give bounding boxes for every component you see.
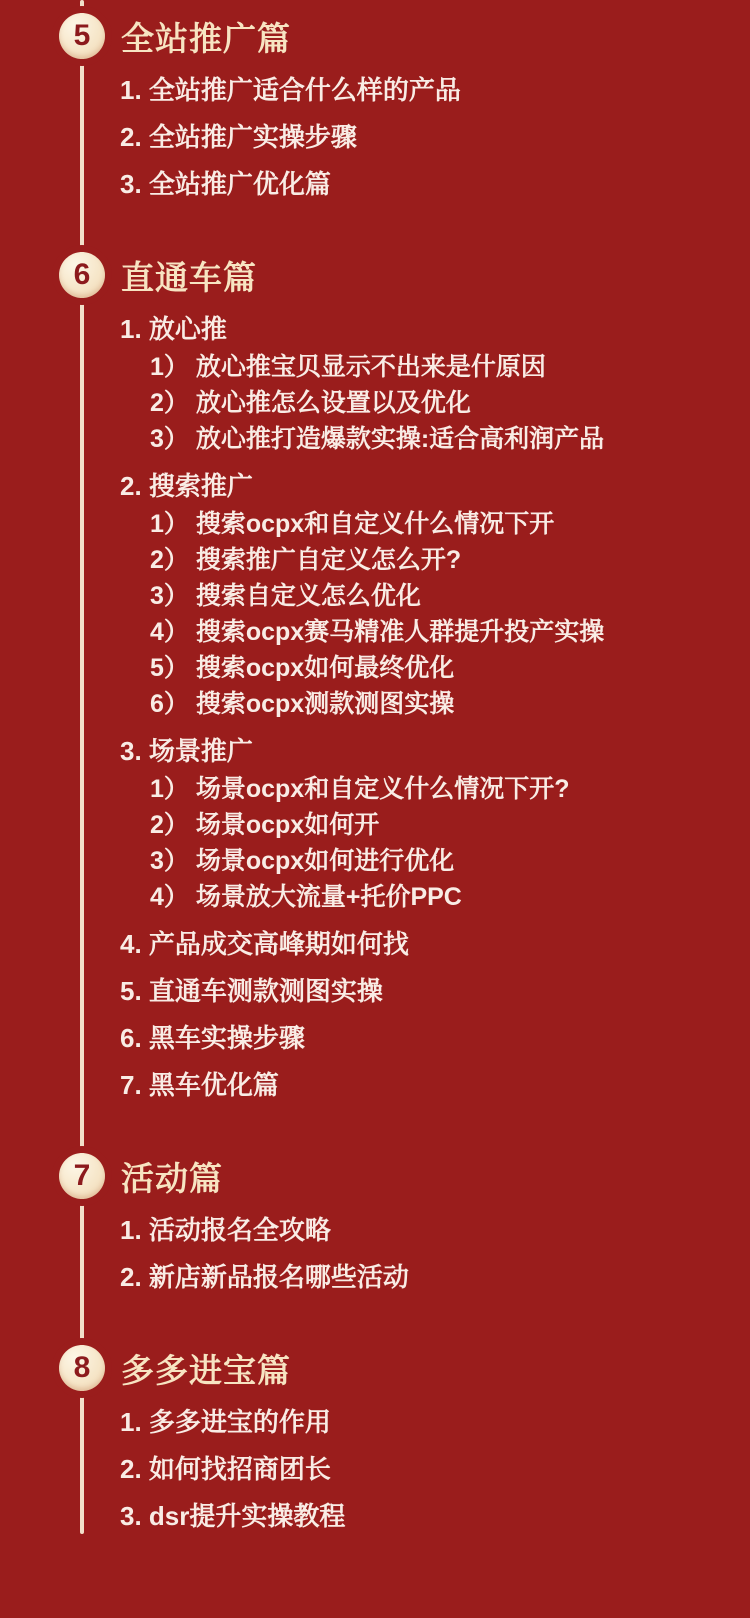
section-items (0, 75, 750, 199)
section-title: 全站推广篇 (121, 19, 291, 57)
list-item (120, 1215, 750, 1245)
sub-list (120, 353, 750, 454)
section-items (0, 1215, 750, 1292)
list-item (120, 75, 750, 105)
section-header (0, 1344, 750, 1392)
sub-list (120, 775, 750, 912)
list-item (120, 1501, 750, 1531)
list-item-text: 2. 新店新品报名哪些活动 (120, 1262, 409, 1292)
sub-list-item: 3） 放心推打造爆款实操:适合高利润产品 (150, 425, 605, 453)
list-item (120, 169, 750, 199)
sub-list-item: 4） 场景放大流量+托价PPC (150, 883, 462, 911)
sub-list-item: 1） 放心推宝贝显示不出来是什原因 (150, 353, 546, 381)
list-item (120, 1070, 750, 1100)
sub-list-item: 2） 场景ocpx如何开 (150, 811, 380, 839)
sub-list-item: 3） 搜索自定义怎么优化 (150, 582, 421, 610)
list-item-text: 7. 黑车优化篇 (120, 1070, 279, 1100)
section-header (0, 1152, 750, 1200)
list-item (120, 929, 750, 959)
list-item-text: 5. 直通车测款测图实操 (120, 976, 383, 1006)
list-item-text: 1. 多多进宝的作用 (120, 1407, 331, 1437)
sub-list-item: 3） 场景ocpx如何进行优化 (150, 847, 455, 875)
list-item (120, 471, 750, 719)
list-item-text: 2. 全站推广实操步骤 (120, 122, 357, 152)
list-item-text: 2. 如何找招商团长 (120, 1454, 331, 1484)
list-item-text: 1. 全站推广适合什么样的产品 (120, 75, 461, 105)
section-items (0, 1407, 750, 1531)
timeline-section-6 (0, 251, 750, 1117)
section-number-badge: 6 (59, 252, 105, 298)
list-item-text: 2. 搜索推广 (120, 471, 253, 501)
sub-list-item: 5） 搜索ocpx如何最终优化 (150, 654, 455, 682)
list-item-text: 4. 产品成交高峰期如何找 (120, 929, 409, 959)
list-item (120, 122, 750, 152)
list-item-text: 3. 场景推广 (120, 736, 253, 766)
list-item (120, 1407, 750, 1437)
list-item-text: 3. 全站推广优化篇 (120, 169, 331, 199)
section-header (0, 12, 750, 60)
list-item (120, 1454, 750, 1484)
section-title: 直通车篇 (121, 258, 257, 296)
section-items (0, 314, 750, 1100)
sub-list-item: 1） 场景ocpx和自定义什么情况下开? (150, 775, 570, 803)
sub-list (120, 510, 750, 719)
section-number-badge: 5 (59, 13, 105, 59)
list-item-text: 6. 黑车实操步骤 (120, 1023, 305, 1053)
section-number-badge: 7 (59, 1153, 105, 1199)
list-item-text: 3. dsr提升实操教程 (120, 1501, 346, 1531)
list-item (120, 314, 750, 454)
section-header (0, 251, 750, 299)
section-title: 多多进宝篇 (121, 1351, 291, 1389)
list-item (120, 736, 750, 912)
sub-list-item: 2） 放心推怎么设置以及优化 (150, 389, 471, 417)
list-item-text: 1. 放心推 (120, 314, 227, 344)
sub-list-item: 2） 搜索推广自定义怎么开? (150, 546, 462, 574)
section-number-badge: 8 (59, 1345, 105, 1391)
sub-list-item: 6） 搜索ocpx测款测图实操 (150, 690, 455, 718)
timeline-section-7 (0, 1152, 750, 1309)
section-title: 活动篇 (121, 1159, 223, 1197)
timeline-section-8 (0, 1344, 750, 1548)
list-item (120, 1262, 750, 1292)
list-item (120, 976, 750, 1006)
list-item-text: 1. 活动报名全攻略 (120, 1215, 331, 1245)
timeline-section-5 (0, 12, 750, 216)
list-item (120, 1023, 750, 1053)
sub-list-item: 4） 搜索ocpx赛马精准人群提升投产实操 (150, 618, 605, 646)
sub-list-item: 1） 搜索ocpx和自定义什么情况下开 (150, 510, 555, 538)
